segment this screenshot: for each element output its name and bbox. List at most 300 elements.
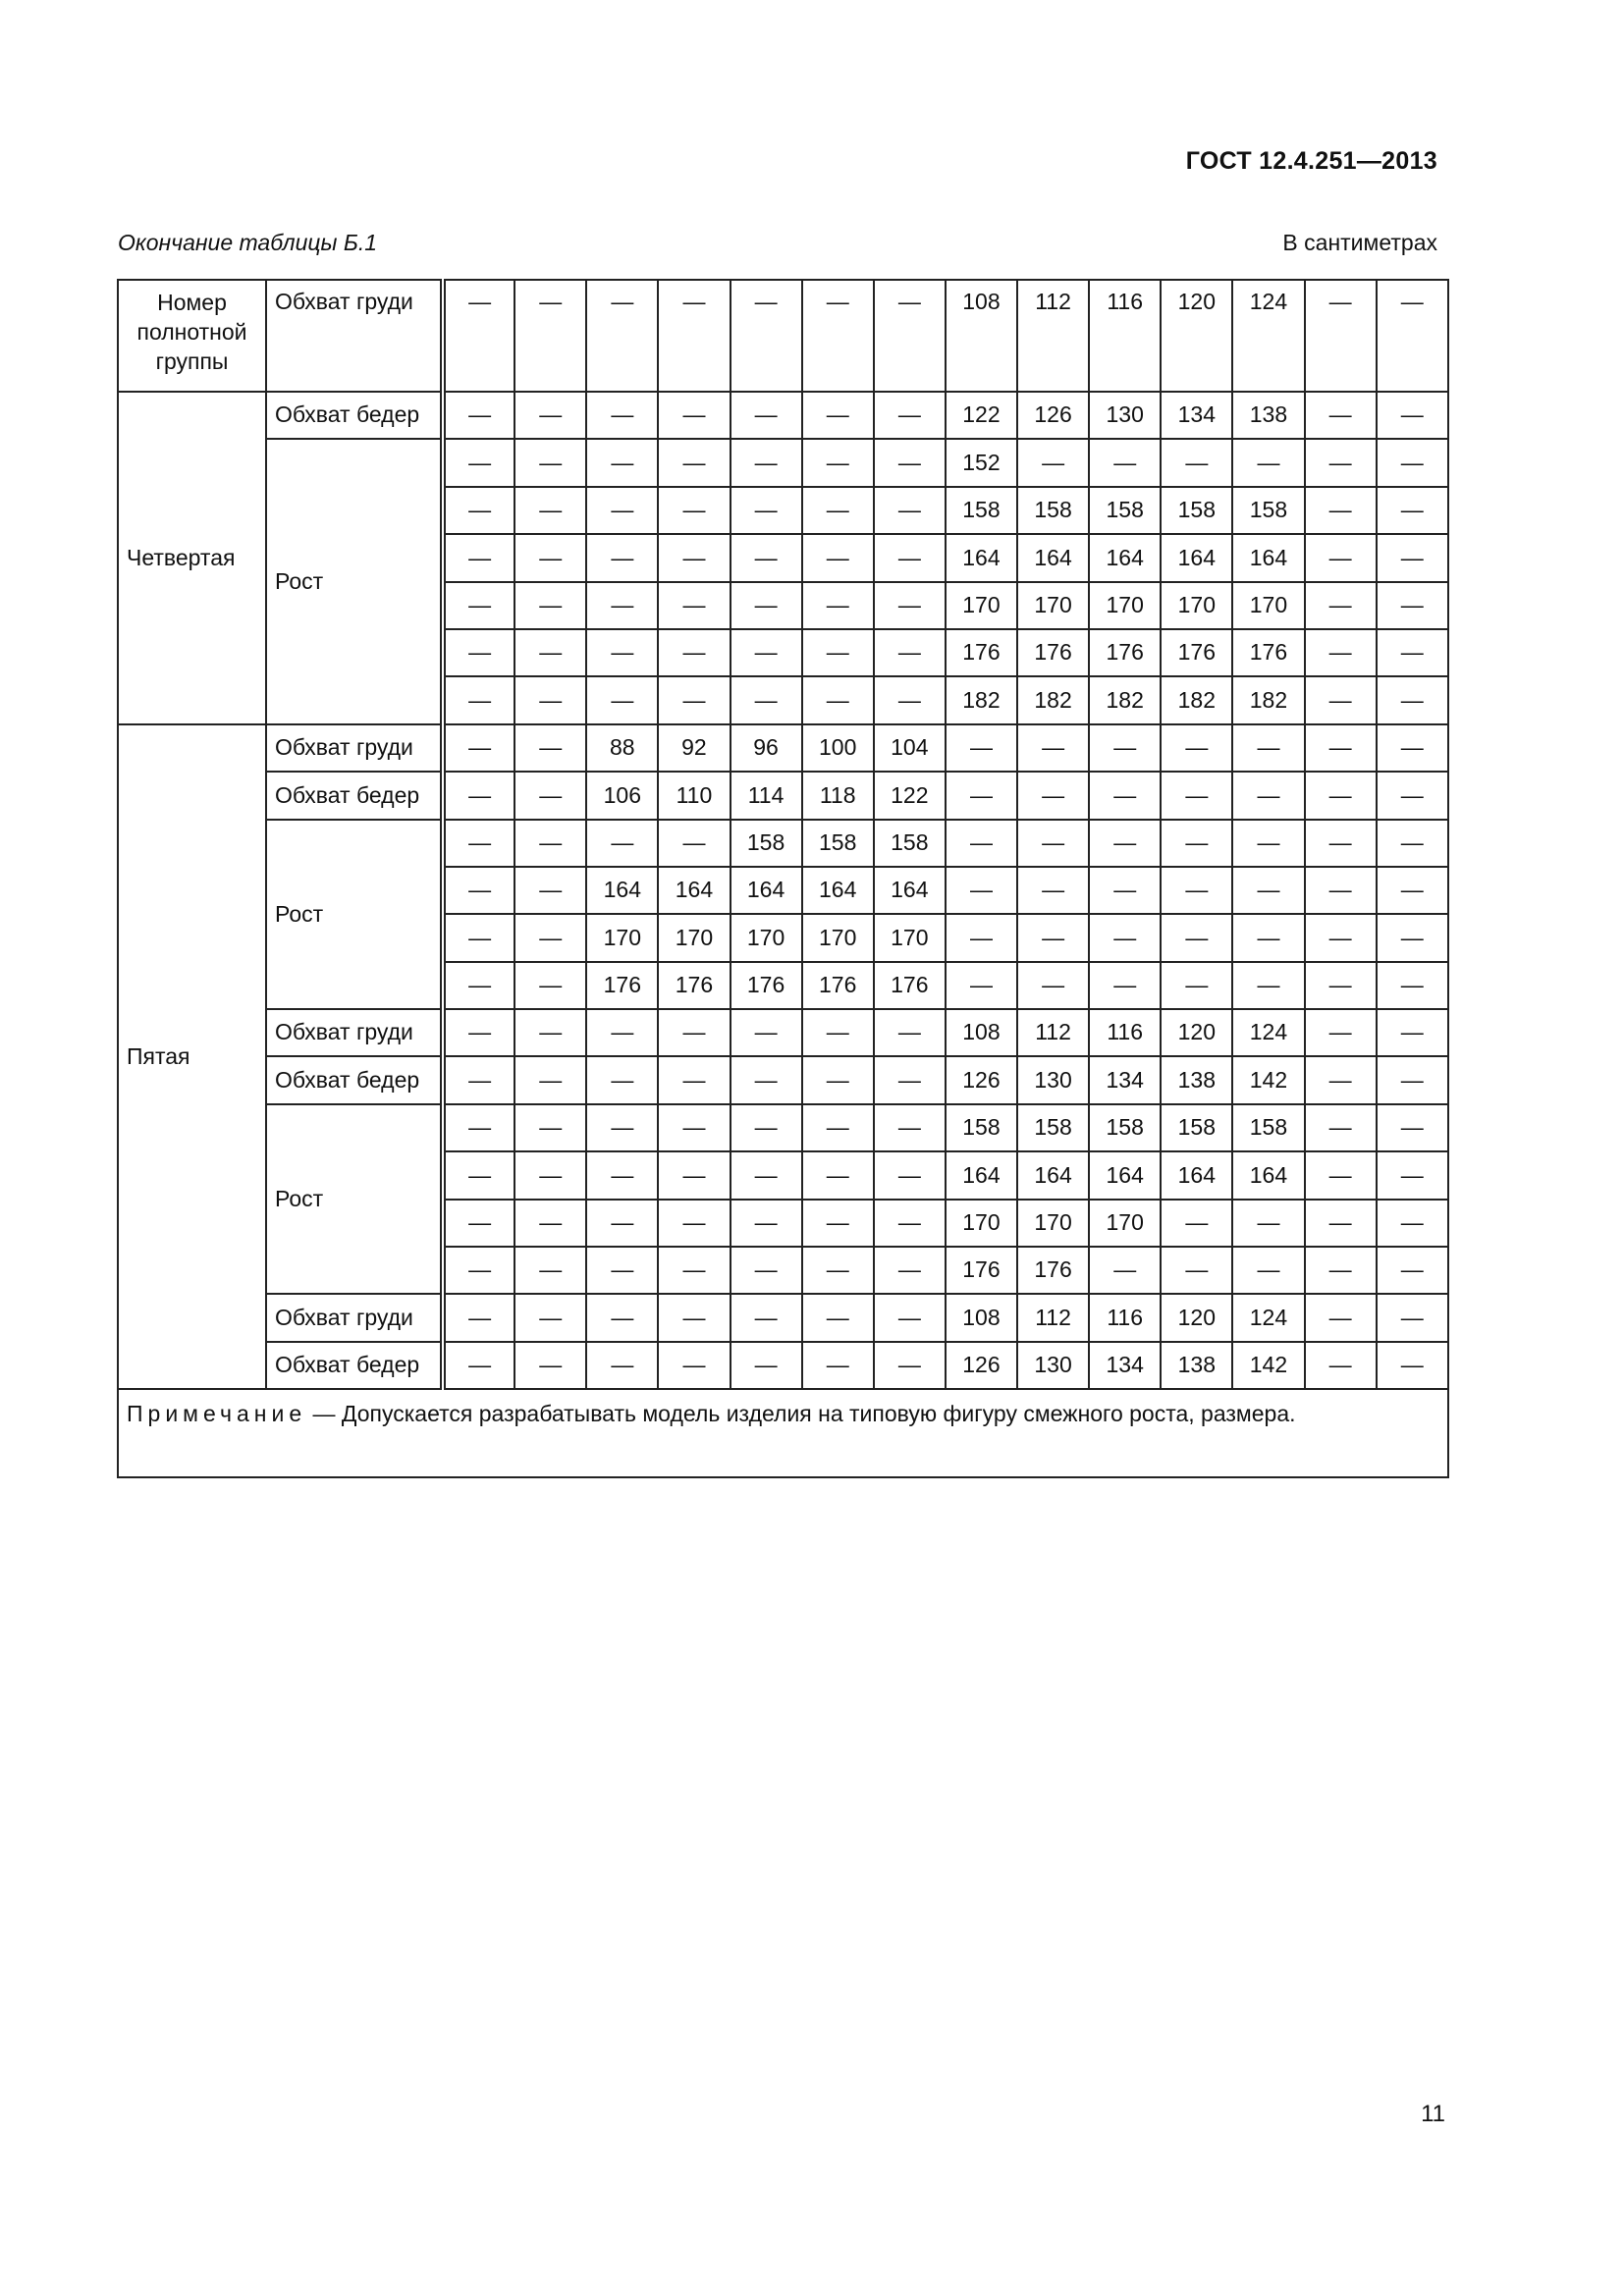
table-cell: — [1232, 1200, 1304, 1247]
table-cell: — [443, 534, 514, 581]
table-cell: — [946, 772, 1017, 819]
table-cell: — [514, 1009, 586, 1056]
table-cell: — [1377, 962, 1448, 1009]
table-cell: — [1377, 1009, 1448, 1056]
table-cell: 100 [802, 724, 874, 772]
table-cell: 112 [1017, 1009, 1089, 1056]
table-cell: 170 [1089, 582, 1161, 629]
table-cell: 158 [946, 1104, 1017, 1151]
table-cell: — [443, 1247, 514, 1294]
table-cell: — [586, 392, 658, 439]
table-cell: — [1377, 487, 1448, 534]
param-label: Обхват груди [266, 724, 443, 772]
table-cell: 134 [1089, 1342, 1161, 1389]
table-cell: 170 [1017, 1200, 1089, 1247]
table-cell: — [658, 1151, 730, 1199]
table-cell: 124 [1232, 1009, 1304, 1056]
table-cell: — [443, 582, 514, 629]
param-label: Обхват груди [266, 1009, 443, 1056]
table-cell: — [1305, 582, 1377, 629]
table-cell: — [802, 1342, 874, 1389]
table-cell: — [514, 629, 586, 676]
table-cell: 116 [1089, 280, 1161, 392]
table-cell: 176 [874, 962, 946, 1009]
table-cell: — [802, 676, 874, 723]
table-cell: — [658, 629, 730, 676]
table-cell: — [658, 1056, 730, 1103]
table-cell: — [1017, 962, 1089, 1009]
table-cell: — [1377, 582, 1448, 629]
table-cell: — [1089, 962, 1161, 1009]
table-cell: 170 [802, 914, 874, 961]
table-cell: 138 [1232, 392, 1304, 439]
table-cell: 176 [731, 962, 802, 1009]
table-cell: — [443, 1009, 514, 1056]
table-cell: — [1232, 914, 1304, 961]
table-cell: — [586, 1294, 658, 1341]
table-cell: — [586, 1056, 658, 1103]
table-cell: 170 [946, 582, 1017, 629]
table-cell: 108 [946, 1294, 1017, 1341]
table-cell: — [874, 439, 946, 486]
units-caption: В сантиметрах [1282, 230, 1437, 255]
table-cell: — [1305, 534, 1377, 581]
table-cell: — [731, 534, 802, 581]
table-cell: 158 [1017, 487, 1089, 534]
table-cell: — [1089, 820, 1161, 867]
table-cell: 134 [1089, 1056, 1161, 1103]
table-cell: — [1377, 914, 1448, 961]
table-cell: — [514, 867, 586, 914]
table-cell: — [731, 1151, 802, 1199]
table-cell: — [731, 439, 802, 486]
table-cell: — [1305, 1009, 1377, 1056]
table-cell: — [443, 1294, 514, 1341]
table-cell: — [443, 1151, 514, 1199]
table-cell: — [1377, 629, 1448, 676]
table-cell: — [731, 1009, 802, 1056]
document-code: ГОСТ 12.4.251—2013 [1185, 147, 1437, 175]
table-cell: — [874, 280, 946, 392]
table-cell: — [514, 1247, 586, 1294]
table-cell: — [1017, 914, 1089, 961]
table-cell: — [1377, 676, 1448, 723]
table-cell: — [874, 1200, 946, 1247]
table-cell: 124 [1232, 1294, 1304, 1341]
table-cell: — [731, 1294, 802, 1341]
table-cell: — [514, 392, 586, 439]
table-cell: — [514, 1342, 586, 1389]
table-cell: — [514, 487, 586, 534]
table-cell: — [443, 392, 514, 439]
table-cell: — [1305, 629, 1377, 676]
table-cell: 114 [731, 772, 802, 819]
table-cell: — [658, 820, 730, 867]
table-cell: 170 [946, 1200, 1017, 1247]
table-cell: — [874, 392, 946, 439]
table-cell: — [443, 914, 514, 961]
table-cell: 170 [1017, 582, 1089, 629]
table-cell: 158 [1232, 1104, 1304, 1151]
table-cell: 96 [731, 724, 802, 772]
table-cell: 126 [1017, 392, 1089, 439]
table-cell: — [1305, 439, 1377, 486]
table-cell: — [1089, 1247, 1161, 1294]
table-cell: — [874, 1342, 946, 1389]
table-cell: — [1161, 1247, 1232, 1294]
table-cell: — [443, 676, 514, 723]
table-cell: — [1305, 1151, 1377, 1199]
group-name-cell: Четвертая [118, 392, 266, 724]
table-cell: — [514, 724, 586, 772]
table-cell: — [1305, 820, 1377, 867]
group-name-cell: Пятая [118, 724, 266, 1389]
table-cell: — [586, 534, 658, 581]
table-caption: Окончание таблицы Б.1 [118, 230, 378, 255]
table-cell: 164 [946, 1151, 1017, 1199]
table-cell: 88 [586, 724, 658, 772]
table-cell: 142 [1232, 1342, 1304, 1389]
table-cell: — [658, 582, 730, 629]
table-cell: 122 [946, 392, 1017, 439]
table-cell: — [946, 724, 1017, 772]
table-cell: — [946, 867, 1017, 914]
table-cell: — [658, 534, 730, 581]
table-cell: — [1377, 1342, 1448, 1389]
table-cell: — [874, 1247, 946, 1294]
size-table [117, 279, 1449, 1478]
table-cell: 176 [946, 1247, 1017, 1294]
table-cell: — [802, 280, 874, 392]
table-cell: 176 [586, 962, 658, 1009]
table-cell: — [586, 1151, 658, 1199]
table-cell: 158 [1161, 1104, 1232, 1151]
table-cell: 176 [1017, 1247, 1089, 1294]
table-cell: 164 [731, 867, 802, 914]
table-cell: — [443, 439, 514, 486]
table-cell: 130 [1017, 1056, 1089, 1103]
table-cell: 170 [1232, 582, 1304, 629]
table-cell: 176 [1161, 629, 1232, 676]
table-cell: 170 [874, 914, 946, 961]
table-cell: — [443, 962, 514, 1009]
table-row [118, 1009, 1448, 1056]
table-cell: 164 [802, 867, 874, 914]
table-cell: — [658, 1104, 730, 1151]
table-cell: — [1305, 1200, 1377, 1247]
table-cell: — [946, 914, 1017, 961]
table-cell: — [658, 439, 730, 486]
table-cell: 112 [1017, 280, 1089, 392]
table-cell: 170 [1161, 582, 1232, 629]
table-cell: — [1089, 772, 1161, 819]
table-cell: — [1377, 724, 1448, 772]
table-cell: 116 [1089, 1009, 1161, 1056]
table-cell: 126 [946, 1342, 1017, 1389]
param-label: Обхват груди [266, 280, 443, 392]
table-cell: — [1377, 772, 1448, 819]
table-cell: — [658, 1294, 730, 1341]
table-cell: 138 [1161, 1056, 1232, 1103]
table-cell: — [443, 867, 514, 914]
table-cell: — [874, 1104, 946, 1151]
table-cell: — [731, 676, 802, 723]
table-cell: — [443, 724, 514, 772]
table-cell: — [802, 534, 874, 581]
table-cell: 176 [1017, 629, 1089, 676]
table-cell: — [1305, 962, 1377, 1009]
table-cell: — [514, 1151, 586, 1199]
table-cell: — [731, 582, 802, 629]
table-cell: — [443, 280, 514, 392]
table-cell: 130 [1089, 392, 1161, 439]
table-cell: 182 [946, 676, 1017, 723]
table-cell: 158 [1017, 1104, 1089, 1151]
table-row [118, 724, 1448, 772]
table-cell: 176 [1089, 629, 1161, 676]
table-cell: 170 [1089, 1200, 1161, 1247]
table-cell: 158 [874, 820, 946, 867]
table-cell: — [514, 1056, 586, 1103]
table-cell: — [514, 914, 586, 961]
table-cell: — [802, 582, 874, 629]
table-cell: 116 [1089, 1294, 1161, 1341]
table-cell: — [1305, 392, 1377, 439]
table-cell: — [874, 1151, 946, 1199]
table-cell: — [1161, 439, 1232, 486]
table-cell: 182 [1017, 676, 1089, 723]
table-cell: — [1161, 914, 1232, 961]
table-cell: — [443, 1200, 514, 1247]
table-row [118, 1104, 1448, 1151]
table-row [118, 772, 1448, 819]
table-cell: — [1377, 820, 1448, 867]
table-cell: — [586, 280, 658, 392]
table-cell: — [1377, 280, 1448, 392]
table-row [118, 439, 1448, 486]
table-cell: — [802, 1104, 874, 1151]
size-table-body [118, 280, 1448, 1477]
table-cell: 158 [1089, 487, 1161, 534]
table-cell: 158 [731, 820, 802, 867]
table-cell: 152 [946, 439, 1017, 486]
table-cell: — [1161, 867, 1232, 914]
table-cell: 164 [1232, 1151, 1304, 1199]
table-cell: 138 [1161, 1342, 1232, 1389]
param-label: Обхват бедер [266, 392, 443, 439]
table-cell: — [802, 1294, 874, 1341]
table-cell: — [514, 962, 586, 1009]
table-cell: — [874, 1294, 946, 1341]
table-cell: — [658, 280, 730, 392]
table-cell: — [658, 1342, 730, 1389]
table-cell: — [802, 1151, 874, 1199]
param-label: Обхват груди [266, 1294, 443, 1341]
table-cell: — [1377, 1294, 1448, 1341]
table-cell: — [514, 534, 586, 581]
param-label: Обхват бедер [266, 1342, 443, 1389]
table-cell: — [586, 1104, 658, 1151]
table-cell: — [1305, 487, 1377, 534]
table-cell: — [514, 1294, 586, 1341]
table-cell: — [514, 820, 586, 867]
table-cell: — [1089, 914, 1161, 961]
table-cell: — [1305, 867, 1377, 914]
table-cell: — [658, 392, 730, 439]
table-row [118, 1294, 1448, 1341]
table-cell: 106 [586, 772, 658, 819]
table-cell: 164 [1232, 534, 1304, 581]
table-cell: — [874, 582, 946, 629]
table-cell: 164 [586, 867, 658, 914]
table-cell: — [1377, 534, 1448, 581]
table-cell: — [586, 1009, 658, 1056]
table-cell: — [658, 1247, 730, 1294]
table-cell: — [443, 487, 514, 534]
table-header-row [118, 280, 1448, 392]
table-cell: — [874, 629, 946, 676]
table-cell: — [586, 439, 658, 486]
param-label: Рост [266, 820, 443, 1010]
table-cell: — [1161, 820, 1232, 867]
table-row [118, 1342, 1448, 1389]
table-cell: — [1305, 676, 1377, 723]
table-cell: — [802, 1009, 874, 1056]
table-cell: — [658, 1009, 730, 1056]
table-cell: — [1232, 962, 1304, 1009]
table-cell: — [874, 1009, 946, 1056]
table-cell: 108 [946, 280, 1017, 392]
table-cell: — [1377, 1200, 1448, 1247]
table-cell: 176 [946, 629, 1017, 676]
table-cell: 176 [658, 962, 730, 1009]
table-cell: — [874, 534, 946, 581]
table-cell: — [514, 280, 586, 392]
table-cell: — [1161, 772, 1232, 819]
table-cell: — [1305, 1056, 1377, 1103]
table-cell: — [1377, 867, 1448, 914]
table-cell: — [514, 439, 586, 486]
table-cell: — [586, 676, 658, 723]
table-cell: — [731, 487, 802, 534]
table-cell: — [586, 582, 658, 629]
table-cell: 120 [1161, 1294, 1232, 1341]
table-cell: — [1305, 914, 1377, 961]
table-cell: — [1089, 439, 1161, 486]
table-cell: — [658, 676, 730, 723]
table-cell: — [731, 1342, 802, 1389]
table-cell: — [946, 820, 1017, 867]
note-row [118, 1389, 1448, 1477]
table-cell: — [1305, 280, 1377, 392]
table-cell: 158 [802, 820, 874, 867]
table-cell: 110 [658, 772, 730, 819]
table-cell: — [1017, 724, 1089, 772]
table-cell: — [802, 629, 874, 676]
table-cell: 118 [802, 772, 874, 819]
table-cell: — [802, 1200, 874, 1247]
table-cell: 164 [1017, 534, 1089, 581]
table-cell: — [731, 392, 802, 439]
table-cell: — [1017, 439, 1089, 486]
table-cell: — [443, 772, 514, 819]
table-cell: 124 [1232, 280, 1304, 392]
table-cell: — [443, 1104, 514, 1151]
table-cell: 164 [874, 867, 946, 914]
table-cell: — [1017, 867, 1089, 914]
table-cell: — [1232, 439, 1304, 486]
table-cell: 182 [1232, 676, 1304, 723]
table-cell: — [658, 487, 730, 534]
table-cell: — [514, 676, 586, 723]
table-cell: — [1377, 439, 1448, 486]
table-cell: — [1017, 820, 1089, 867]
table-cell: 158 [946, 487, 1017, 534]
table-cell: — [1232, 867, 1304, 914]
table-cell: 170 [731, 914, 802, 961]
table-cell: — [443, 820, 514, 867]
table-cell: 164 [1089, 534, 1161, 581]
table-row [118, 820, 1448, 867]
page-number: 11 [1421, 2101, 1445, 2127]
table-cell: — [1377, 1151, 1448, 1199]
table-cell: 158 [1161, 487, 1232, 534]
table-cell: — [1232, 820, 1304, 867]
table-cell: — [514, 582, 586, 629]
table-cell: 170 [586, 914, 658, 961]
table-cell: — [874, 676, 946, 723]
table-cell: 126 [946, 1056, 1017, 1103]
note-text: — Допускается разрабатывать модель изделия на типовую фигуру смежного роста, размера. [306, 1401, 1296, 1427]
table-cell: — [1305, 772, 1377, 819]
table-cell: 120 [1161, 1009, 1232, 1056]
table-cell: — [658, 1200, 730, 1247]
group-number-header: Номер полнотной группы [118, 280, 266, 392]
table-cell: — [802, 1056, 874, 1103]
table-cell: 164 [1161, 534, 1232, 581]
table-cell: 130 [1017, 1342, 1089, 1389]
table-cell: — [1305, 724, 1377, 772]
table-cell: — [586, 1247, 658, 1294]
table-cell: — [586, 629, 658, 676]
table-cell: 104 [874, 724, 946, 772]
table-cell: 120 [1161, 280, 1232, 392]
table-cell: 112 [1017, 1294, 1089, 1341]
table-cell: — [874, 1056, 946, 1103]
table-cell: — [1232, 1247, 1304, 1294]
table-cell: 92 [658, 724, 730, 772]
table-cell: — [946, 962, 1017, 1009]
table-cell: — [1377, 1056, 1448, 1103]
table-cell: — [1305, 1104, 1377, 1151]
table-cell: — [586, 487, 658, 534]
table-cell: — [443, 1342, 514, 1389]
param-label: Рост [266, 439, 443, 723]
table-cell: — [443, 629, 514, 676]
table-cell: — [586, 1200, 658, 1247]
table-cell: — [1305, 1294, 1377, 1341]
table-cell: — [514, 772, 586, 819]
table-cell: 142 [1232, 1056, 1304, 1103]
table-cell: — [1377, 1104, 1448, 1151]
table-cell: 158 [1089, 1104, 1161, 1151]
table-cell: — [1089, 867, 1161, 914]
table-cell: — [802, 439, 874, 486]
table-cell: — [1232, 724, 1304, 772]
table-cell: — [1377, 1247, 1448, 1294]
table-cell: — [1305, 1342, 1377, 1389]
table-cell: — [874, 487, 946, 534]
